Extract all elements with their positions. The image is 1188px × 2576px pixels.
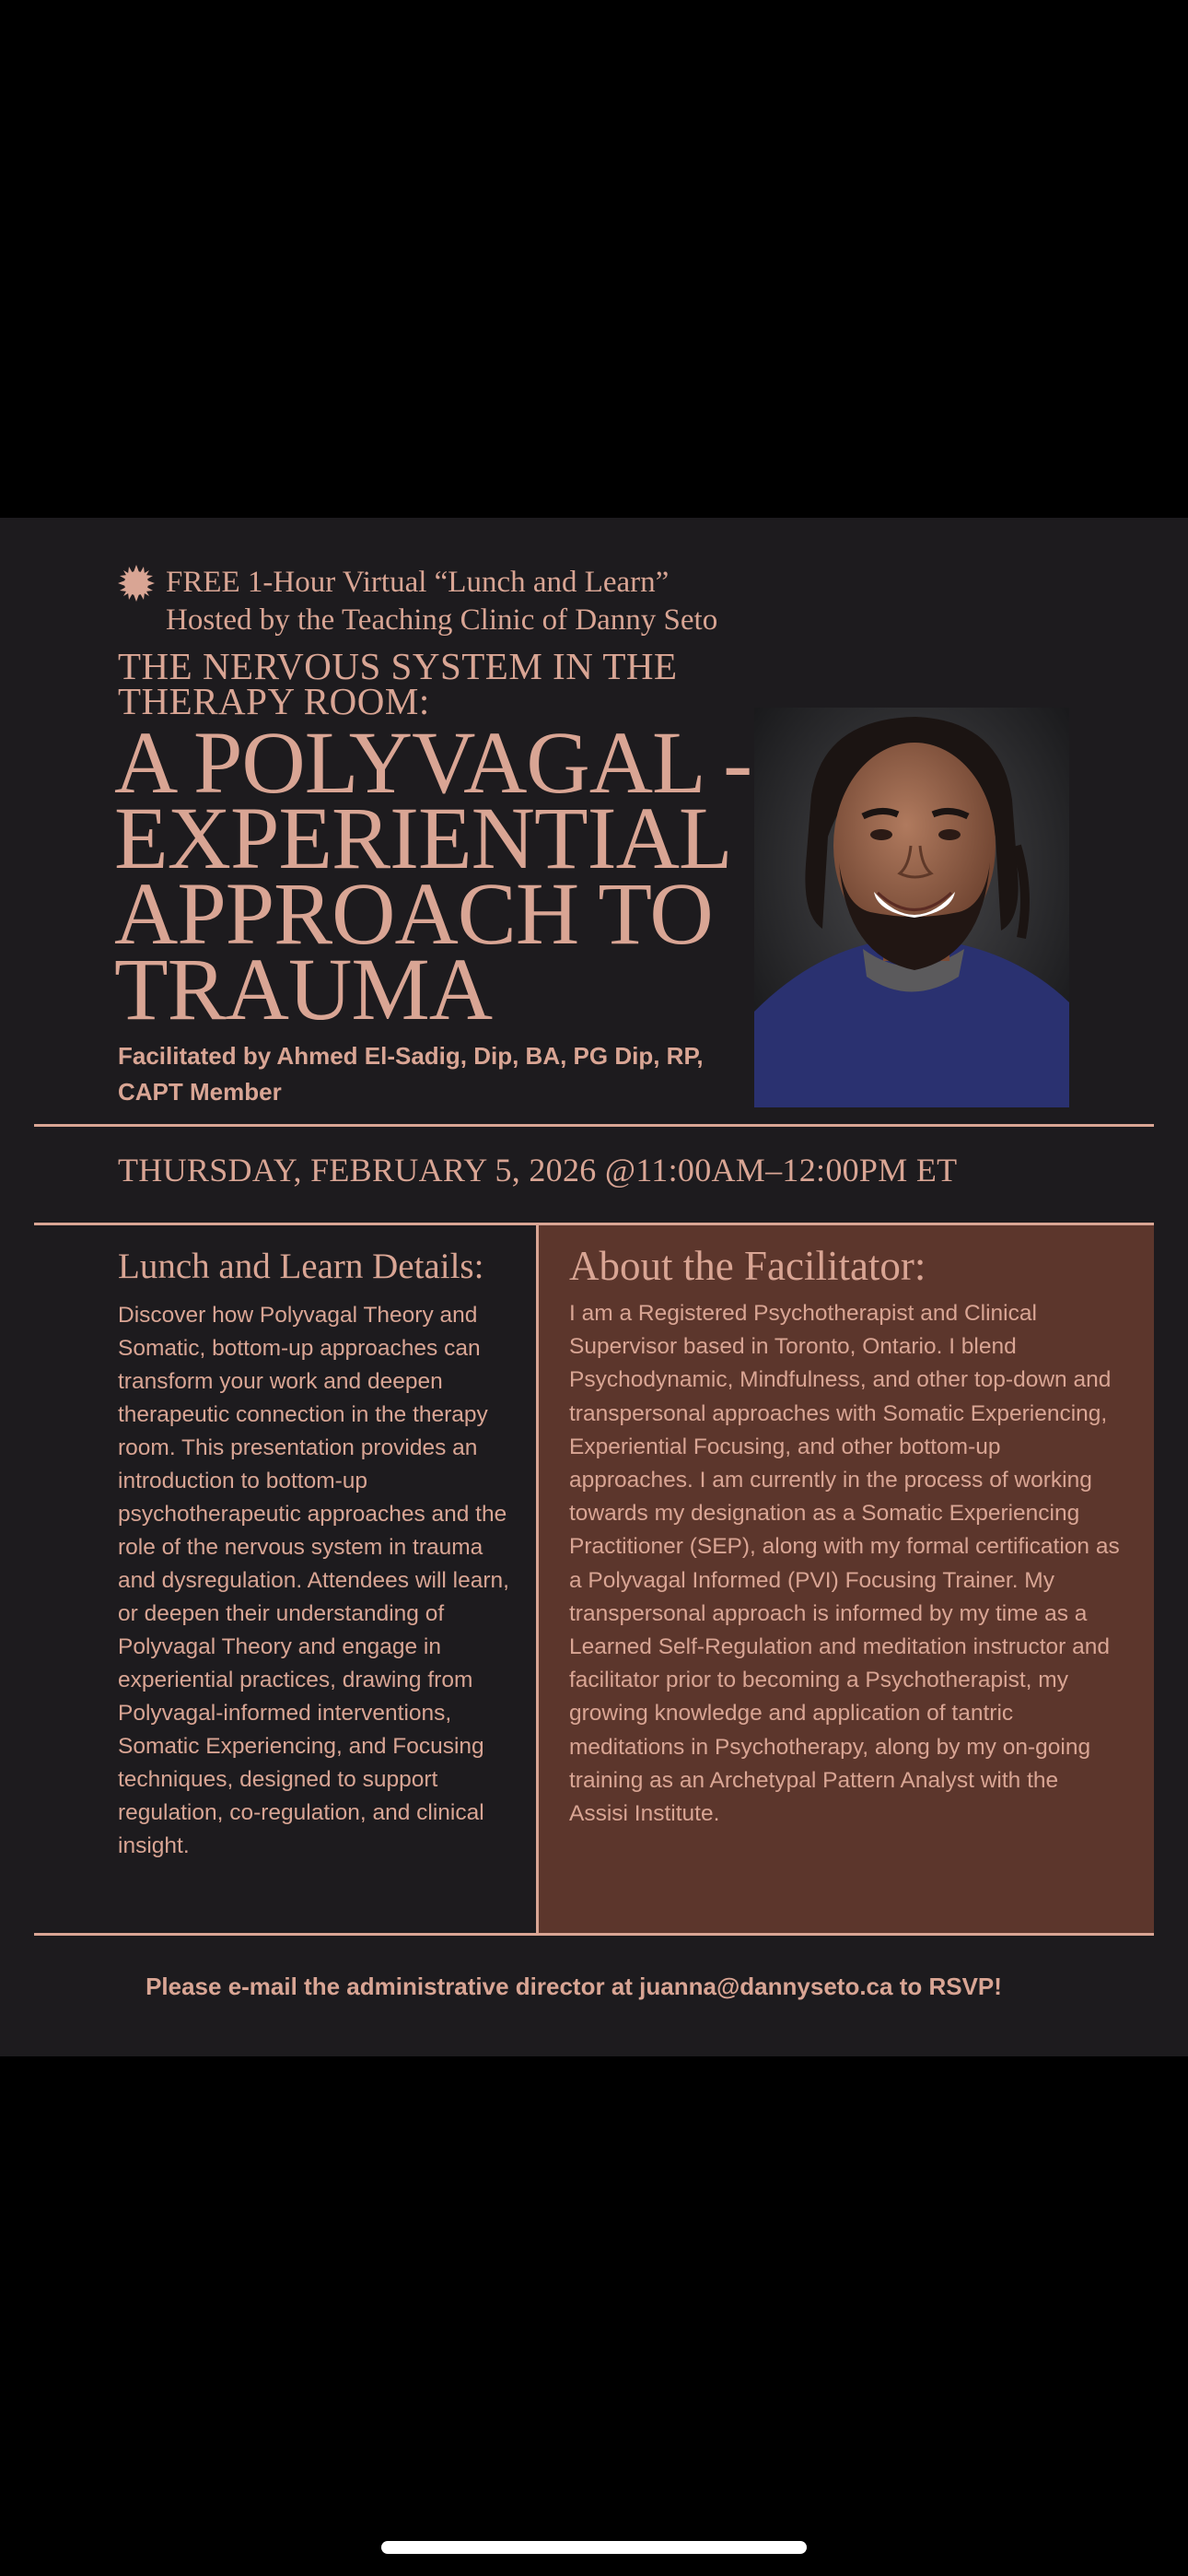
facilitator-body: I am a Registered Psychotherapist and Clinical Supervisor based in Toronto, Ontario. I blend Psychodynamic, Mindfulness, and other top-down and transpersonal approaches with Somatic Experiencing, Experiential Focusing, and other bottom-up approaches. I am currently in the process of working towards my designation as a Somatic Experiencing Practitioner (SEP), along with my formal certification as a Polyvagal Informed (PVI) Focusing Trainer. My transpersonal approach is informed by my time as a Learned Self-Regulation and meditation instructor and facilitator prior to becoming a Psychotherapist, my growing knowledge and application of tantric meditations in Psychotherapy, along by my on-going training as an Archetypal Pattern Analyst with the Assisi Institute. — [569, 1301, 1120, 1827]
free-event-line: FREE 1-Hour Virtual “Lunch and Learn” — [166, 566, 670, 599]
host-line: Hosted by the Teaching Clinic of Danny Seto — [166, 603, 718, 637]
facilitator-portrait — [754, 708, 1069, 1107]
rsvp-line: Please e-mail the administrative director at juanna@dannyseto.ca to RSVP! — [146, 1973, 1002, 2000]
facilitated-by: Facilitated by Ahmed El-Sadig, Dip, BA, PG Dip, RP, CAPT Member — [118, 1042, 704, 1106]
details-body: Discover how Polyvagal Theory and Somatic, bottom-up approaches can transform your work and deepen therapeutic connection in the therapy room. This presentation provides an introduction to bottom-up psychotherapeutic approaches and the role of the nervous system in trauma and dysregulation. Attendees will learn, or deepen their understanding of Polyvagal Theory and engage in experiential practices, drawing from Polyvagal-informed interventions, Somatic Experiencing, and Focusing techniques, designed to support regulation, co-regulation, and clinical insight. — [118, 1303, 509, 1858]
home-indicator[interactable] — [381, 2541, 807, 2554]
event-subtitle: THE NERVOUS SYSTEM IN THE THERAPY ROOM: — [118, 645, 678, 722]
sun-badge-icon — [117, 564, 156, 603]
divider-bottom — [34, 1933, 1154, 1936]
column-divider — [536, 1223, 539, 1936]
divider-top — [34, 1124, 1154, 1127]
details-heading: Lunch and Learn Details: — [118, 1247, 484, 1286]
facilitator-heading: About the Facilitator: — [569, 1243, 926, 1289]
event-date: THURSDAY, FEBRUARY 5, 2026 @11:00AM–12:00PM ET — [118, 1152, 958, 1188]
event-title: A POLYVAGAL - EXPERIENTIAL APPROACH TO TRAUMA — [114, 713, 752, 1038]
event-flyer — [0, 518, 1188, 2056]
